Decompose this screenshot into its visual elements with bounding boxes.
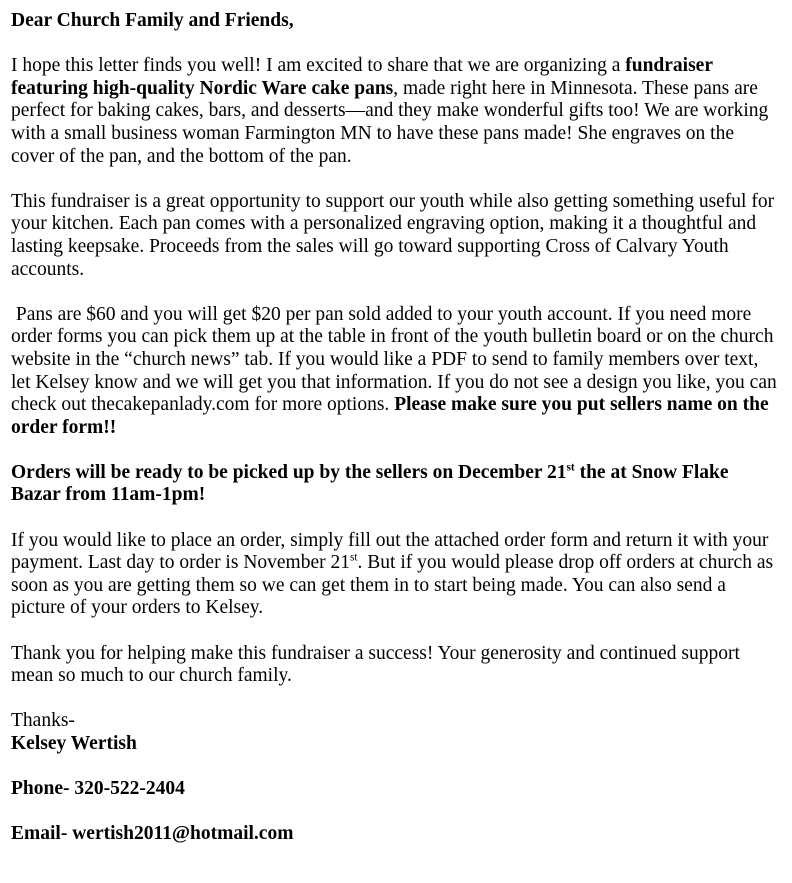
paragraph-pricing — [11, 303, 782, 440]
closing-text: Thanks- — [11, 710, 75, 732]
paragraph-opportunity — [11, 191, 778, 281]
paragraph-thank-you — [11, 643, 778, 688]
text-run: Pans are $60 and you will get $20 per pan sold added to your youth account. If you need more order forms you can pick them up at the table in front of the youth bulletin board or on the church website in the “church news” tab. If you would like a PDF to send to family members over text, let Kelsey know and we will get you that information. If you do not see a design you like, you can check out thecakepanlady.com for more options. — [11, 303, 782, 416]
signature-block — [11, 710, 778, 755]
text-run: Thank you for helping make this fundraiser a success! Your generosity and continued support mean so much to our church family. — [11, 642, 745, 687]
phone-text: Phone- 320-522-2404 — [11, 778, 185, 800]
text-run: Dear Church Family and Friends, — [11, 10, 294, 31]
text-run: If you would like to place an order, simply fill out the attached order form and return it with your payment. Last day to order is November 21 — [11, 529, 774, 574]
text-run: . But if you would please drop off orders at church as soon as you are getting them so we can get them in to start being made. You can also send a picture of your orders to Kelsey. — [11, 552, 778, 619]
superscript-ordinal: st — [566, 461, 575, 474]
bold-run: Please make sure you put sellers name on the order form!! — [11, 394, 774, 438]
bold-run: fundraiser featuring high-quality Nordic Ware cake pans — [11, 55, 718, 99]
text-run: I hope this letter finds you well! I am excited to share that we are organizing a — [11, 55, 626, 77]
text-run: , made right here in Minnesota. These pans are perfect for baking cakes, bars, and desserts—and they make wonderful gifts too! We are working with a small business woman Farmington MN to have these pans made! She engraves on the cover of the pan, and the bottom of the pan. — [11, 77, 774, 167]
sender-name: Kelsey Wertish — [11, 733, 137, 754]
phone-line — [11, 778, 778, 801]
text-run: This fundraiser is a great opportunity to support our youth while also getting something useful for your kitchen. Each pan comes with a personalized engraving option, making it a thoughtful and lasting keepsake. Proceeds from the sales will go toward supporting Cross of Calvary Youth accounts. — [11, 190, 779, 280]
email-line — [11, 823, 778, 846]
paragraph-pickup-notice — [11, 462, 778, 507]
salutation — [11, 10, 778, 33]
text-run: the at Snow Flake Bazar from 11am-1pm! — [11, 461, 734, 506]
text-run: Orders will be ready to be picked up by the sellers on December 21 — [11, 461, 567, 483]
superscript-ordinal: st — [350, 551, 358, 564]
paragraph-intro — [11, 55, 778, 168]
email-text: Email- wertish2011@hotmail.com — [11, 823, 294, 845]
paragraph-ordering — [11, 530, 778, 620]
